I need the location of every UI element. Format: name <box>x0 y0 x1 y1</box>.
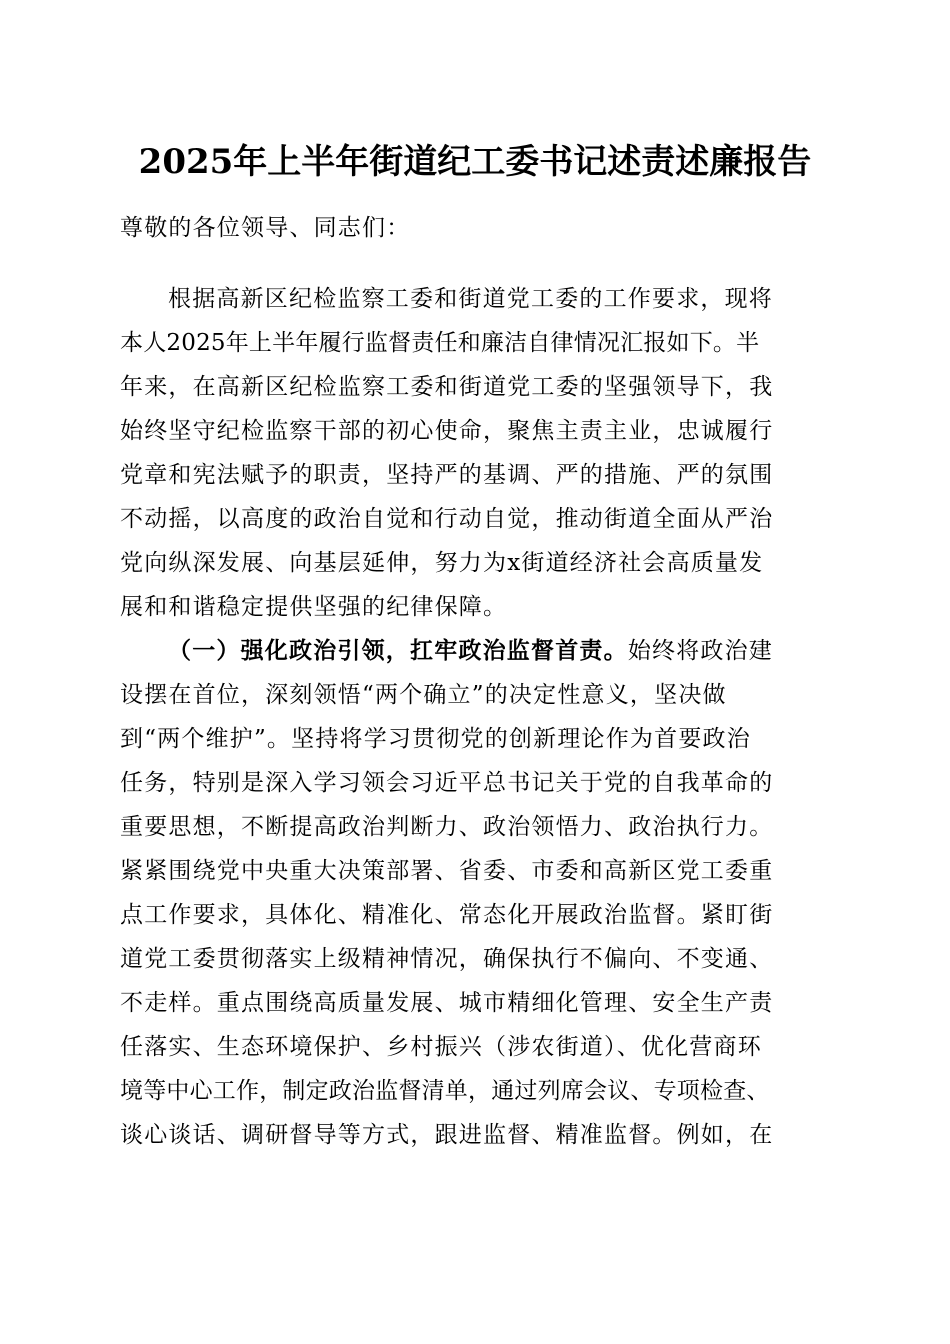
salutation: 尊敬的各位领导、同志们： <box>120 215 411 241</box>
paragraph-line: 境等中心工作，制定政治监督清单，通过列席会议、专项检查、 <box>120 1078 770 1104</box>
section-heading-line <box>168 636 773 666</box>
paragraph-line: 展和和谐稳定提供坚强的纪律保障。 <box>120 594 508 620</box>
paragraph-line: 重要思想，不断提高政治判断力、政治领悟力、政治执行力。 <box>120 814 774 840</box>
paragraph-line: 根据高新区纪检监察工委和街道党工委的工作要求，现将 <box>168 286 773 312</box>
paragraph-line: 到“两个维护”。坚持将学习贯彻党的创新理论作为首要政治 <box>120 726 751 752</box>
paragraph-line: 道党工委贯彻落实上级精神情况，确保执行不偏向、不变通、 <box>120 946 774 972</box>
section-text: 始终将政治建 <box>627 638 774 664</box>
paragraph-line: 党向纵深发展、向基层延伸，努力为x街道经济社会高质量发 <box>120 550 764 576</box>
paragraph-line: 本人2025年上半年履行监督责任和廉洁自律情况汇报如下。半 <box>120 330 760 356</box>
paragraph-line: 始终坚守纪检监察干部的初心使命，聚焦主责主业，忠诚履行 <box>120 418 774 444</box>
paragraph-line: 点工作要求，具体化、精准化、常态化开展政治监督。紧盯街 <box>120 902 774 928</box>
paragraph-line: 年来，在高新区纪检监察工委和街道党工委的坚强领导下，我 <box>120 374 774 400</box>
paragraph-line: 不动摇，以高度的政治自觉和行动自觉，推动街道全面从严治 <box>120 506 774 532</box>
section-heading: （一）强化政治引领，扛牢政治监督首责。 <box>168 637 628 664</box>
paragraph-line: 党章和宪法赋予的职责，坚持严的基调、严的措施、严的氛围 <box>120 462 774 488</box>
paragraph-line: 任务，特别是深入学习领会习近平总书记关于党的自我革命的 <box>120 770 774 796</box>
paragraph-line: 紧紧围绕党中央重大决策部署、省委、市委和高新区党工委重 <box>120 858 774 884</box>
paragraph-line: 设摆在首位，深刻领悟“两个确立”的决定性意义，坚决做 <box>120 682 727 708</box>
paragraph-line: 谈心谈话、调研督导等方式，跟进监督、精准监督。例如，在 <box>120 1122 774 1148</box>
paragraph-line: 不走样。重点围绕高质量发展、城市精细化管理、安全生产责 <box>120 990 774 1016</box>
page-title: 2025年上半年街道纪工委书记述责述廉报告 <box>138 142 812 182</box>
paragraph-line: 任落实、生态环境保护、乡村振兴（涉农街道）、优化营商环 <box>120 1034 762 1060</box>
